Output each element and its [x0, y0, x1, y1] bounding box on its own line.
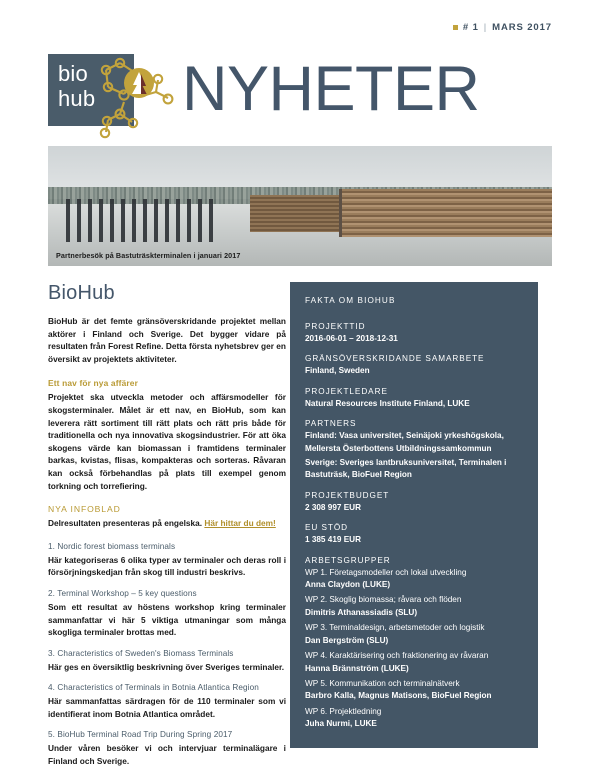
sidebar-label-eu-stod: EU STÖD	[305, 523, 349, 533]
list-item-title: 1. Nordic forest biomass terminals	[48, 541, 176, 551]
article-title: BioHub	[48, 282, 115, 304]
issue-bullet-icon	[453, 25, 458, 30]
content-area	[48, 282, 552, 767]
list-item	[48, 730, 286, 767]
workgroup-lead: Barbro Kalla, Magnus Matisons, BioFuel Region	[305, 691, 492, 701]
molecule-network-icon	[84, 50, 180, 140]
hero-log-pile-secondary	[250, 195, 346, 232]
list-item-body: Under våren besöker vi och intervjuar terminalägare i Finland och Sverige.	[48, 743, 286, 767]
section-heading-infoblad: NYA INFOBLAD	[48, 504, 121, 515]
workgroup-lead: Dan Bergström (SLU)	[305, 635, 389, 645]
list-item-body: Här ges en översiktlig beskrivning över Sveriges terminaler.	[48, 661, 285, 672]
sidebar-value-eu-stod: 1 385 419 EUR	[305, 535, 361, 545]
masthead	[48, 52, 556, 142]
workgroup-name: WP 5. Kommunikation och terminalnätverk	[305, 678, 460, 688]
hero-caption: Partnerbesök på Bastuträskterminalen i januari 2017	[56, 251, 241, 260]
section-heading-nav: Ett nav för nya affärer	[48, 378, 139, 389]
list-item-title: 3. Characteristics of Sweden's Biomass Terminals	[48, 648, 234, 658]
issue-line	[453, 22, 552, 33]
issue-date: MARS 2017	[492, 22, 552, 33]
workgroup-lead: Juha Nurmi, LUKE	[305, 719, 377, 729]
page-title: NYHETER	[182, 54, 480, 124]
list-item	[48, 589, 286, 639]
sidebar-value-projekttid: 2016-06-01 – 2018-12-31	[305, 334, 398, 343]
workgroup-name: WP 1. Företagsmodeller och lokal utveckling	[305, 567, 467, 577]
issue-separator: |	[483, 22, 488, 33]
section-body-nav: Projektet ska utveckla metoder och affärsmodeller för skogsterminaler. Målet är ett nav, en BioHub, som kan leverera rätt sortiment till rätt plats och rätt pris både för traditionella och nya innovativa skogsindustrier. För att öka skogens värde kan biomassan i framtidens terminaler barkas, kvistas, flisas, kompakteras och sorteras. Råvaran kan också förbehandlas på plats till exempel genom torkning och torrefiering.	[48, 392, 286, 491]
logo-line-bio: bio	[58, 61, 88, 86]
workgroup-name: WP 4. Karaktärisering och fraktionering av råvaran	[305, 651, 489, 661]
workgroup-lead: Hanna Brännström (LUKE)	[305, 663, 409, 673]
sidebar-label-partners: PARTNERS	[305, 419, 357, 429]
infoblad-link[interactable]: Här hittar du dem!	[204, 518, 276, 529]
list-item	[48, 683, 286, 720]
sidebar-label-samarbete: GRÄNSÖVERSKRIDANDE SAMARBETE	[305, 354, 485, 364]
issue-number: # 1	[462, 22, 479, 33]
sidebar-value-budget: 2 308 997 EUR	[305, 502, 361, 512]
list-item-body: Här sammanfattas särdragen för de 110 terminaler som vi identifierat inom Botnia Atlantica området.	[48, 696, 286, 719]
sidebar-header: FAKTA OM BIOHUB	[305, 296, 396, 305]
sidebar-value-samarbete: Finland, Sweden	[305, 366, 370, 376]
logo-line-hub: hub	[58, 86, 96, 111]
biohub-logo	[48, 52, 180, 140]
workgroup-name: WP 3. Terminaldesign, arbetsmetoder och logistik	[305, 623, 485, 633]
list-item-title: 5. BioHub Terminal Road Trip During Spring 2017	[48, 730, 233, 740]
workgroup-name: WP 2. Skoglig biomassa; råvara och flöden	[305, 595, 462, 605]
facts-sidebar	[290, 282, 538, 748]
sidebar-label-projekttid: PROJEKTTID	[305, 322, 366, 331]
section-lead-infoblad	[48, 517, 286, 530]
sidebar-label-projektledare: PROJEKTLEDARE	[305, 386, 388, 396]
hero-log-pile	[339, 189, 552, 237]
list-item-body: Här kategoriseras 6 olika typer av terminaler och deras roll i försörjningskedjan från skog till industri beskrivs.	[48, 554, 286, 578]
hero-photo	[48, 146, 552, 266]
sidebar-value-projektledare: Natural Resources Institute Finland, LUKE	[305, 398, 470, 408]
infoblad-lead-text: Delresultaten presenteras på engelska.	[48, 518, 203, 529]
list-item-title: 2. Terminal Workshop – 5 key questions	[48, 588, 197, 598]
list-item-title: 4. Characteristics of Terminals in Botnia Atlantica Region	[48, 683, 259, 693]
hero-people-group	[66, 199, 216, 242]
sidebar-value-partners-finland: Finland: Vasa universitet, Seinäjoki yrkeshögskola, Mellersta Österbottens Utbildningssamkommun	[305, 431, 504, 453]
sidebar-value-partners-sverige: Sverige: Sveriges lantbruksuniversitet, Terminalen i Bastuträsk, BioFuel Region	[305, 458, 507, 480]
workgroup-lead: Dimitris Athanassiadis (SLU)	[305, 607, 418, 617]
article-column	[48, 282, 286, 778]
list-item-body: Som ett resultat av höstens workshop kring terminaler sammanfattar vi här 5 viktiga utmaningar som många skogliga terminaler brottas med.	[48, 601, 286, 638]
workgroup-name: WP 6. Projektledning	[305, 706, 382, 716]
list-item	[48, 542, 286, 579]
list-item	[48, 649, 286, 674]
article-intro: BioHub är det femte gränsöverskridande projektet mellan aktörer i Finland och Sverige. Det bygger vidare på resultaten från Forest Refine. Detta första nyhetsbrev ger en översikt av projektets aktiviteter.	[48, 316, 286, 364]
workgroup-lead: Anna Claydon (LUKE)	[305, 580, 391, 590]
sidebar-label-budget: PROJEKTBUDGET	[305, 490, 390, 500]
sidebar-label-arbetsgrupper: ARBETSGRUPPER	[305, 555, 391, 565]
